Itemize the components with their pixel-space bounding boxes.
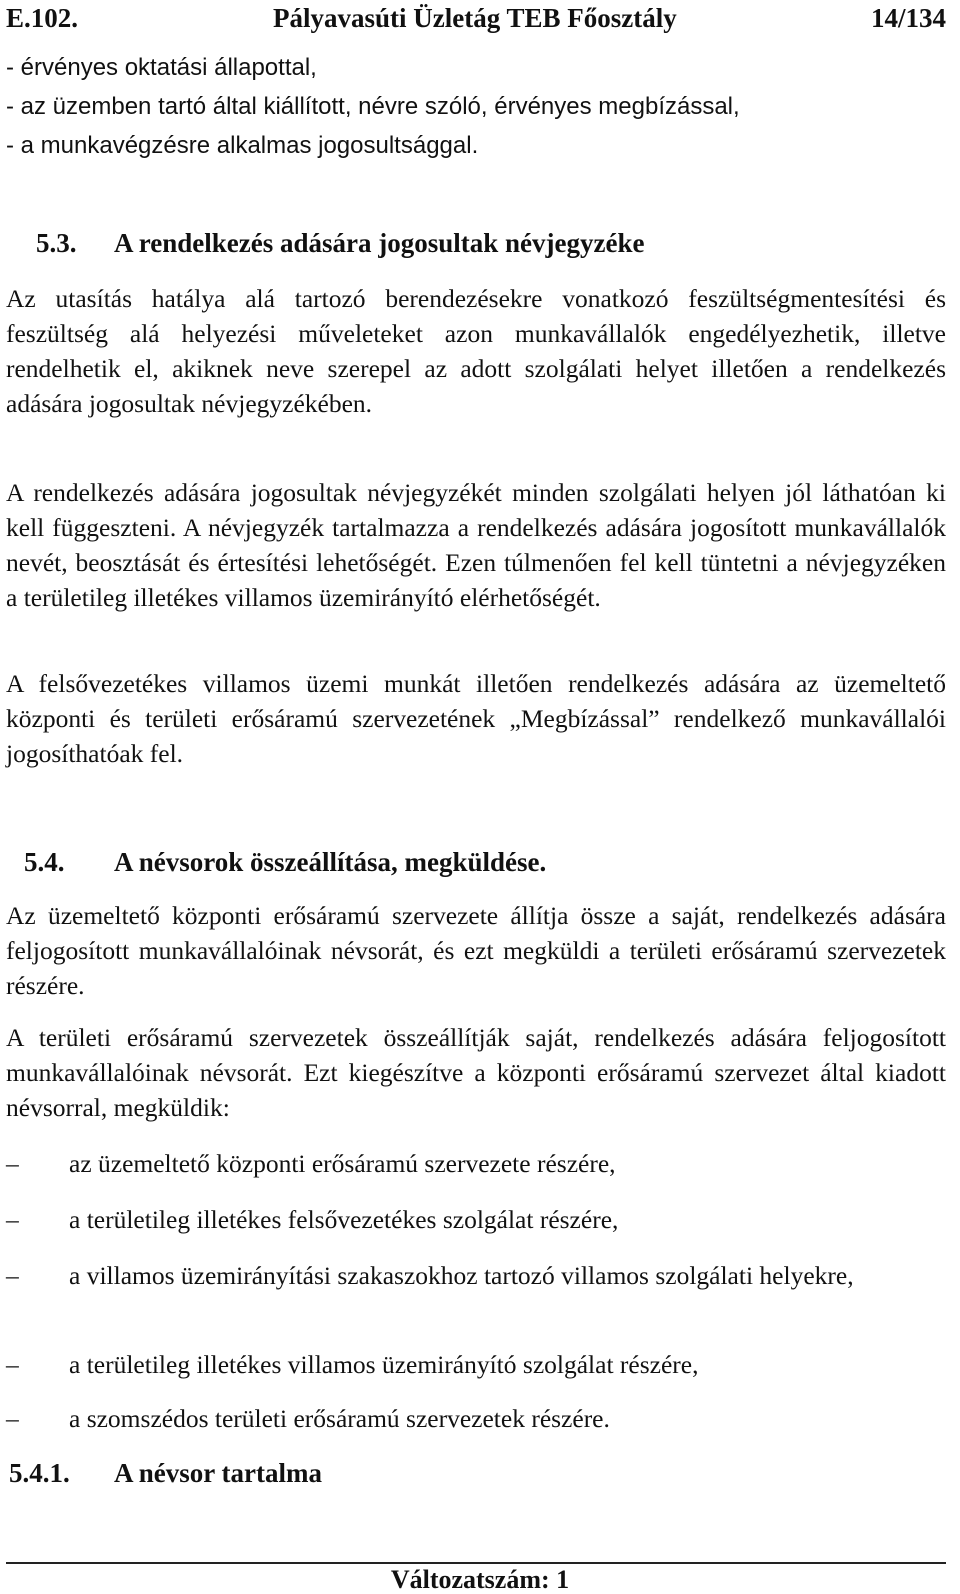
- list-item-text: az üzemeltető központi erősáramú szervezete részére,: [69, 1149, 616, 1178]
- paragraph: Az üzemeltető központi erősáramú szervezete állítja össze a saját, rendelkezés adására feljogosított munkavállalóinak névsorát, és ezt megküldi a területi erősáramú szervezetek részére.: [6, 901, 946, 1000]
- document-id: E.102.: [6, 3, 79, 33]
- dash-bullet: –: [6, 1205, 19, 1234]
- dash-bullet: –: [6, 1350, 19, 1379]
- paragraph: A területi erősáramú szervezetek összeállítják saját, rendelkezés adására feljogosított munkavállalóinak névsorát. Ezt kiegészítve a központi erősáramú szervezet által kiadott névsorral, megküldik:: [6, 1023, 946, 1122]
- page-footer: [0, 1566, 960, 1594]
- section-number: 5.4.: [24, 847, 65, 877]
- paragraph: A rendelkezés adására jogosultak névjegyzékét minden szolgálati helyen jól láthatóan ki kell függeszteni. A névjegyzék tartalmazza a rendelkezés adására jogosított munkavállalók nevét, beosztását és értesítési lehetőségét. Ezen túlmenően fel kell tüntetni a névjegyzéken a területileg illetékes villamos üzemirányító elérhetőségét.: [6, 478, 946, 612]
- list-item-text: a területileg illetékes villamos üzemirányító szolgálat részére,: [69, 1350, 699, 1379]
- intro-line: - a munkavégzésre alkalmas jogosultsággal.: [6, 132, 479, 159]
- paragraph: Az utasítás hatálya alá tartozó berendezésekre vonatkozó feszültségmentesítési és feszültség alá helyezési műveleteket azon munkavállalók engedélyezhetik, illetve rendelhetik el, akiknek neve szerepel az adott szolgálati helyet illetően a rendelkezés adására jogosultak névjegyzékében.: [6, 284, 946, 418]
- page-header: [6, 0, 946, 40]
- dash-bullet: –: [6, 1261, 19, 1290]
- document-title: Pályavasúti Üzletág TEB Főosztály: [273, 3, 677, 33]
- section-title: A rendelkezés adására jogosultak névjegyzéke: [114, 228, 645, 258]
- footer-divider: [6, 1562, 946, 1564]
- list-item-text: a szomszédos területi erősáramú szervezetek részére.: [69, 1404, 610, 1433]
- version-label: Változatszám: 1: [390, 1565, 570, 1594]
- list-item-text: a területileg illetékes felsővezetékes szolgálat részére,: [69, 1205, 619, 1234]
- section-title: A névsor tartalma: [114, 1458, 322, 1488]
- list-item-text: a villamos üzemirányítási szakaszokhoz tartozó villamos szolgálati helyekre,: [69, 1261, 854, 1290]
- section-title: A névsorok összeállítása, megküldése.: [114, 847, 547, 877]
- intro-list: [6, 48, 946, 165]
- section-number: 5.3.: [36, 228, 77, 258]
- dash-bullet: –: [6, 1149, 19, 1178]
- intro-line: - érvényes oktatási állapottal,: [6, 54, 317, 81]
- intro-line: - az üzemben tartó által kiállított, névre szóló, érvényes megbízással,: [6, 93, 740, 120]
- page-number: 14/134: [870, 3, 946, 33]
- paragraph: A felsővezetékes villamos üzemi munkát illetően rendelkezés adására az üzemeltető központi és területi erősáramú szervezetének „Megbízással” rendelkező munkavállalói jogosíthatóak fel.: [6, 669, 946, 768]
- dash-bullet: –: [6, 1404, 19, 1433]
- section-number: 5.4.1.: [9, 1458, 70, 1488]
